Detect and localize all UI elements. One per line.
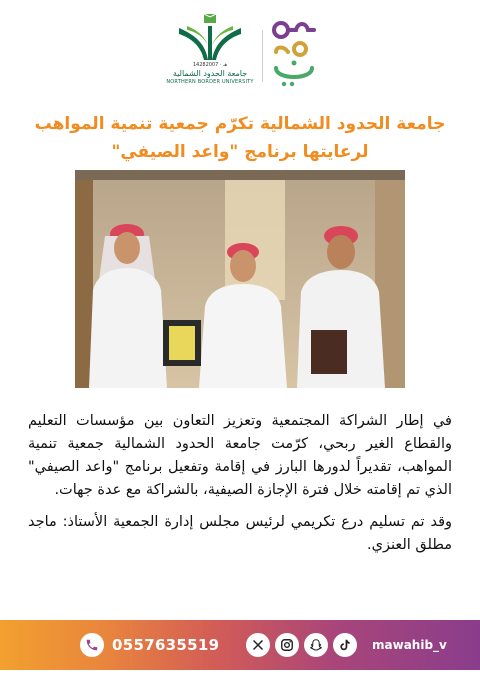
ceremony-photo bbox=[75, 170, 405, 388]
logo-divider bbox=[262, 30, 263, 82]
x-icon[interactable] bbox=[246, 633, 270, 657]
university-emblem-icon bbox=[175, 12, 245, 62]
university-name-ar: جامعة الحدود الشمالية bbox=[172, 69, 248, 78]
article-body bbox=[28, 410, 452, 566]
article-paragraph-1: في إطار الشراكة المجتمعية وتعزيز التعاون بين مؤسسات التعليم والقطاع الغير ربحي، كرّمت جامعة الحدود الشمالية جمعية تنمية المواهب، تقديراً لدورها البارز في إقامة وتفعيل برنامج "واعد الصيفي" الذي تم إقامته خلال فترة الإجازة الصيفية، بالشراكة مع عدة جهات. bbox=[28, 413, 452, 498]
article-paragraph-2: وقد تم تسليم درع تكريمي لرئيس مجلس إدارة الجمعية الأستاذ: ماجد مطلق العنزي. bbox=[28, 514, 452, 553]
contact-footer bbox=[0, 620, 480, 670]
snapchat-icon[interactable] bbox=[304, 633, 328, 657]
phone-icon[interactable] bbox=[80, 633, 104, 657]
article-headline bbox=[20, 110, 460, 166]
headline-line-2: لرعايتها برنامج "واعد الصيفي" bbox=[111, 142, 369, 162]
logo-header bbox=[0, 12, 480, 92]
headline-line-1: جامعة الحدود الشمالية تكرّم جمعية تنمية المواهب bbox=[34, 114, 446, 134]
instagram-icon[interactable] bbox=[275, 633, 299, 657]
phone-number[interactable]: 0557635519 bbox=[112, 636, 220, 654]
social-handle[interactable]: mawahib_v bbox=[372, 638, 447, 652]
tiktok-icon[interactable] bbox=[333, 633, 357, 657]
ceremony-photo-image bbox=[75, 170, 405, 388]
university-logo bbox=[166, 12, 254, 92]
phone-contact[interactable] bbox=[80, 632, 219, 658]
university-name-en: NORTHERN BORDER UNIVERSITY bbox=[166, 79, 254, 85]
mawahib-wordmark-icon bbox=[270, 16, 318, 88]
university-year: 1428هـ · 2007 bbox=[192, 62, 228, 68]
social-links bbox=[246, 632, 447, 658]
mawahib-logo bbox=[270, 16, 318, 88]
